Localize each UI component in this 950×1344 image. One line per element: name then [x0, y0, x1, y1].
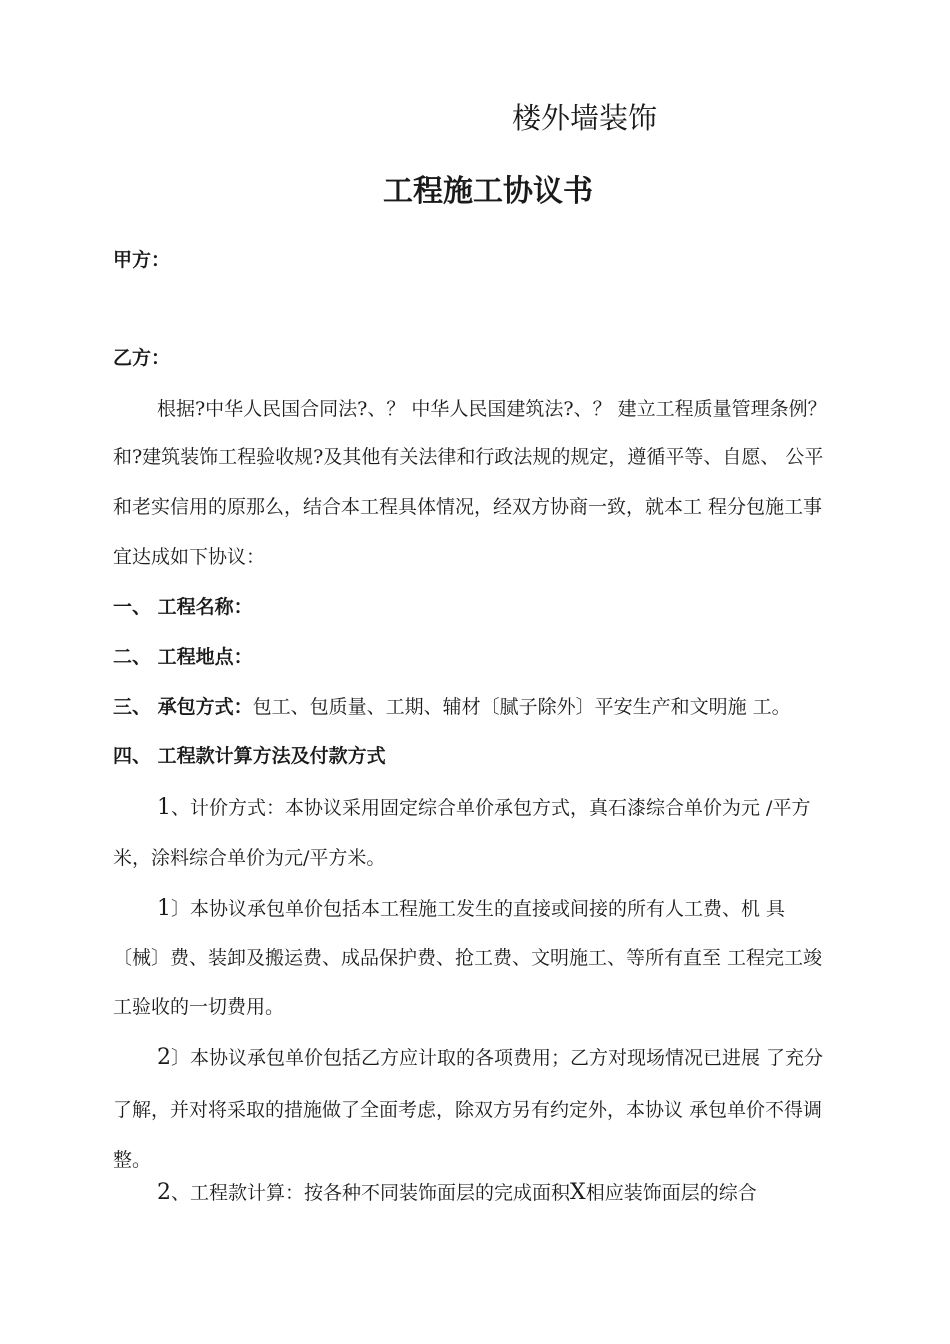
- item-1-text: 〕本协议承包单价包括本工程施工发生的直接或间接的所有人工费、机 具: [171, 898, 786, 920]
- item-1-line-3: 工验收的一切费用。: [113, 996, 285, 1018]
- clause-2-number: 2: [157, 1180, 171, 1205]
- item-1-line-1: [157, 896, 785, 922]
- preamble-line-4: 宜达成如下协议：: [113, 546, 266, 568]
- party-a-label: 甲方：: [113, 249, 171, 271]
- clause-2-text-before: 、工程款计算：按各种不同装饰面层的完成面积: [171, 1182, 571, 1204]
- preamble-line-3: 和老实信用的原那么，结合本工程具体情况，经双方协商一致，就本工 程分包施工事: [113, 496, 823, 518]
- section-3-line: [113, 694, 791, 720]
- item-2-line-2: 了解，并对将采取的措施做了全面考虑，除双方另有约定外，本协议 承包单价不得调: [113, 1099, 823, 1121]
- clause-1-number: 1: [157, 795, 171, 820]
- clause-1-line-2: 米，涂料综合单价为元/平方米。: [113, 847, 386, 869]
- preamble-line-1: 根据?中华人民国合同法?、？ 中华人民国建筑法?、？ 建立工程质量管理条例？: [157, 398, 827, 420]
- document-title: 工程施工协议书: [383, 174, 593, 209]
- section-4-heading: 四、 工程款计算方法及付款方式: [113, 745, 386, 767]
- document-subtitle: 楼外墙装饰: [512, 101, 658, 135]
- item-1-line-2: 〔械〕费、装卸及搬运费、成品保护费、抢工费、文明施工、等所有直至 工程完工竣: [113, 947, 823, 969]
- item-2-line-1: [157, 1045, 823, 1071]
- preamble-line-2: 和?建筑装饰工程验收规?及其他有关法律和行政法规的规定，遵循平等、自愿、 公平: [113, 446, 824, 468]
- clause-2-line-1: [157, 1180, 757, 1206]
- clause-1-text: 、计价方式：本协议采用固定综合单价承包方式，真石漆综合单价为元 /平方: [171, 797, 811, 819]
- item-2-text: 〕本协议承包单价包括乙方应计取的各项费用；乙方对现场情况已进展 了充分: [171, 1047, 824, 1069]
- party-b-label: 乙方：: [113, 347, 171, 369]
- clause-1-line-1: [157, 795, 810, 821]
- section-3-text: 包工、包质量、工期、辅材〔腻子除外〕平安生产和文明施 工。: [252, 696, 791, 718]
- item-1-number: 1: [157, 896, 171, 921]
- clause-2-text-after: 相应装饰面层的综合: [585, 1182, 757, 1204]
- item-2-number: 2: [157, 1045, 171, 1070]
- section-1-heading: 一、 工程名称：: [113, 596, 253, 618]
- section-2-heading: 二、 工程地点：: [113, 646, 253, 668]
- item-2-line-3: 整。: [113, 1149, 152, 1171]
- section-3-heading: 三、 承包方式：: [113, 696, 253, 718]
- multiply-symbol: X: [570, 1180, 586, 1205]
